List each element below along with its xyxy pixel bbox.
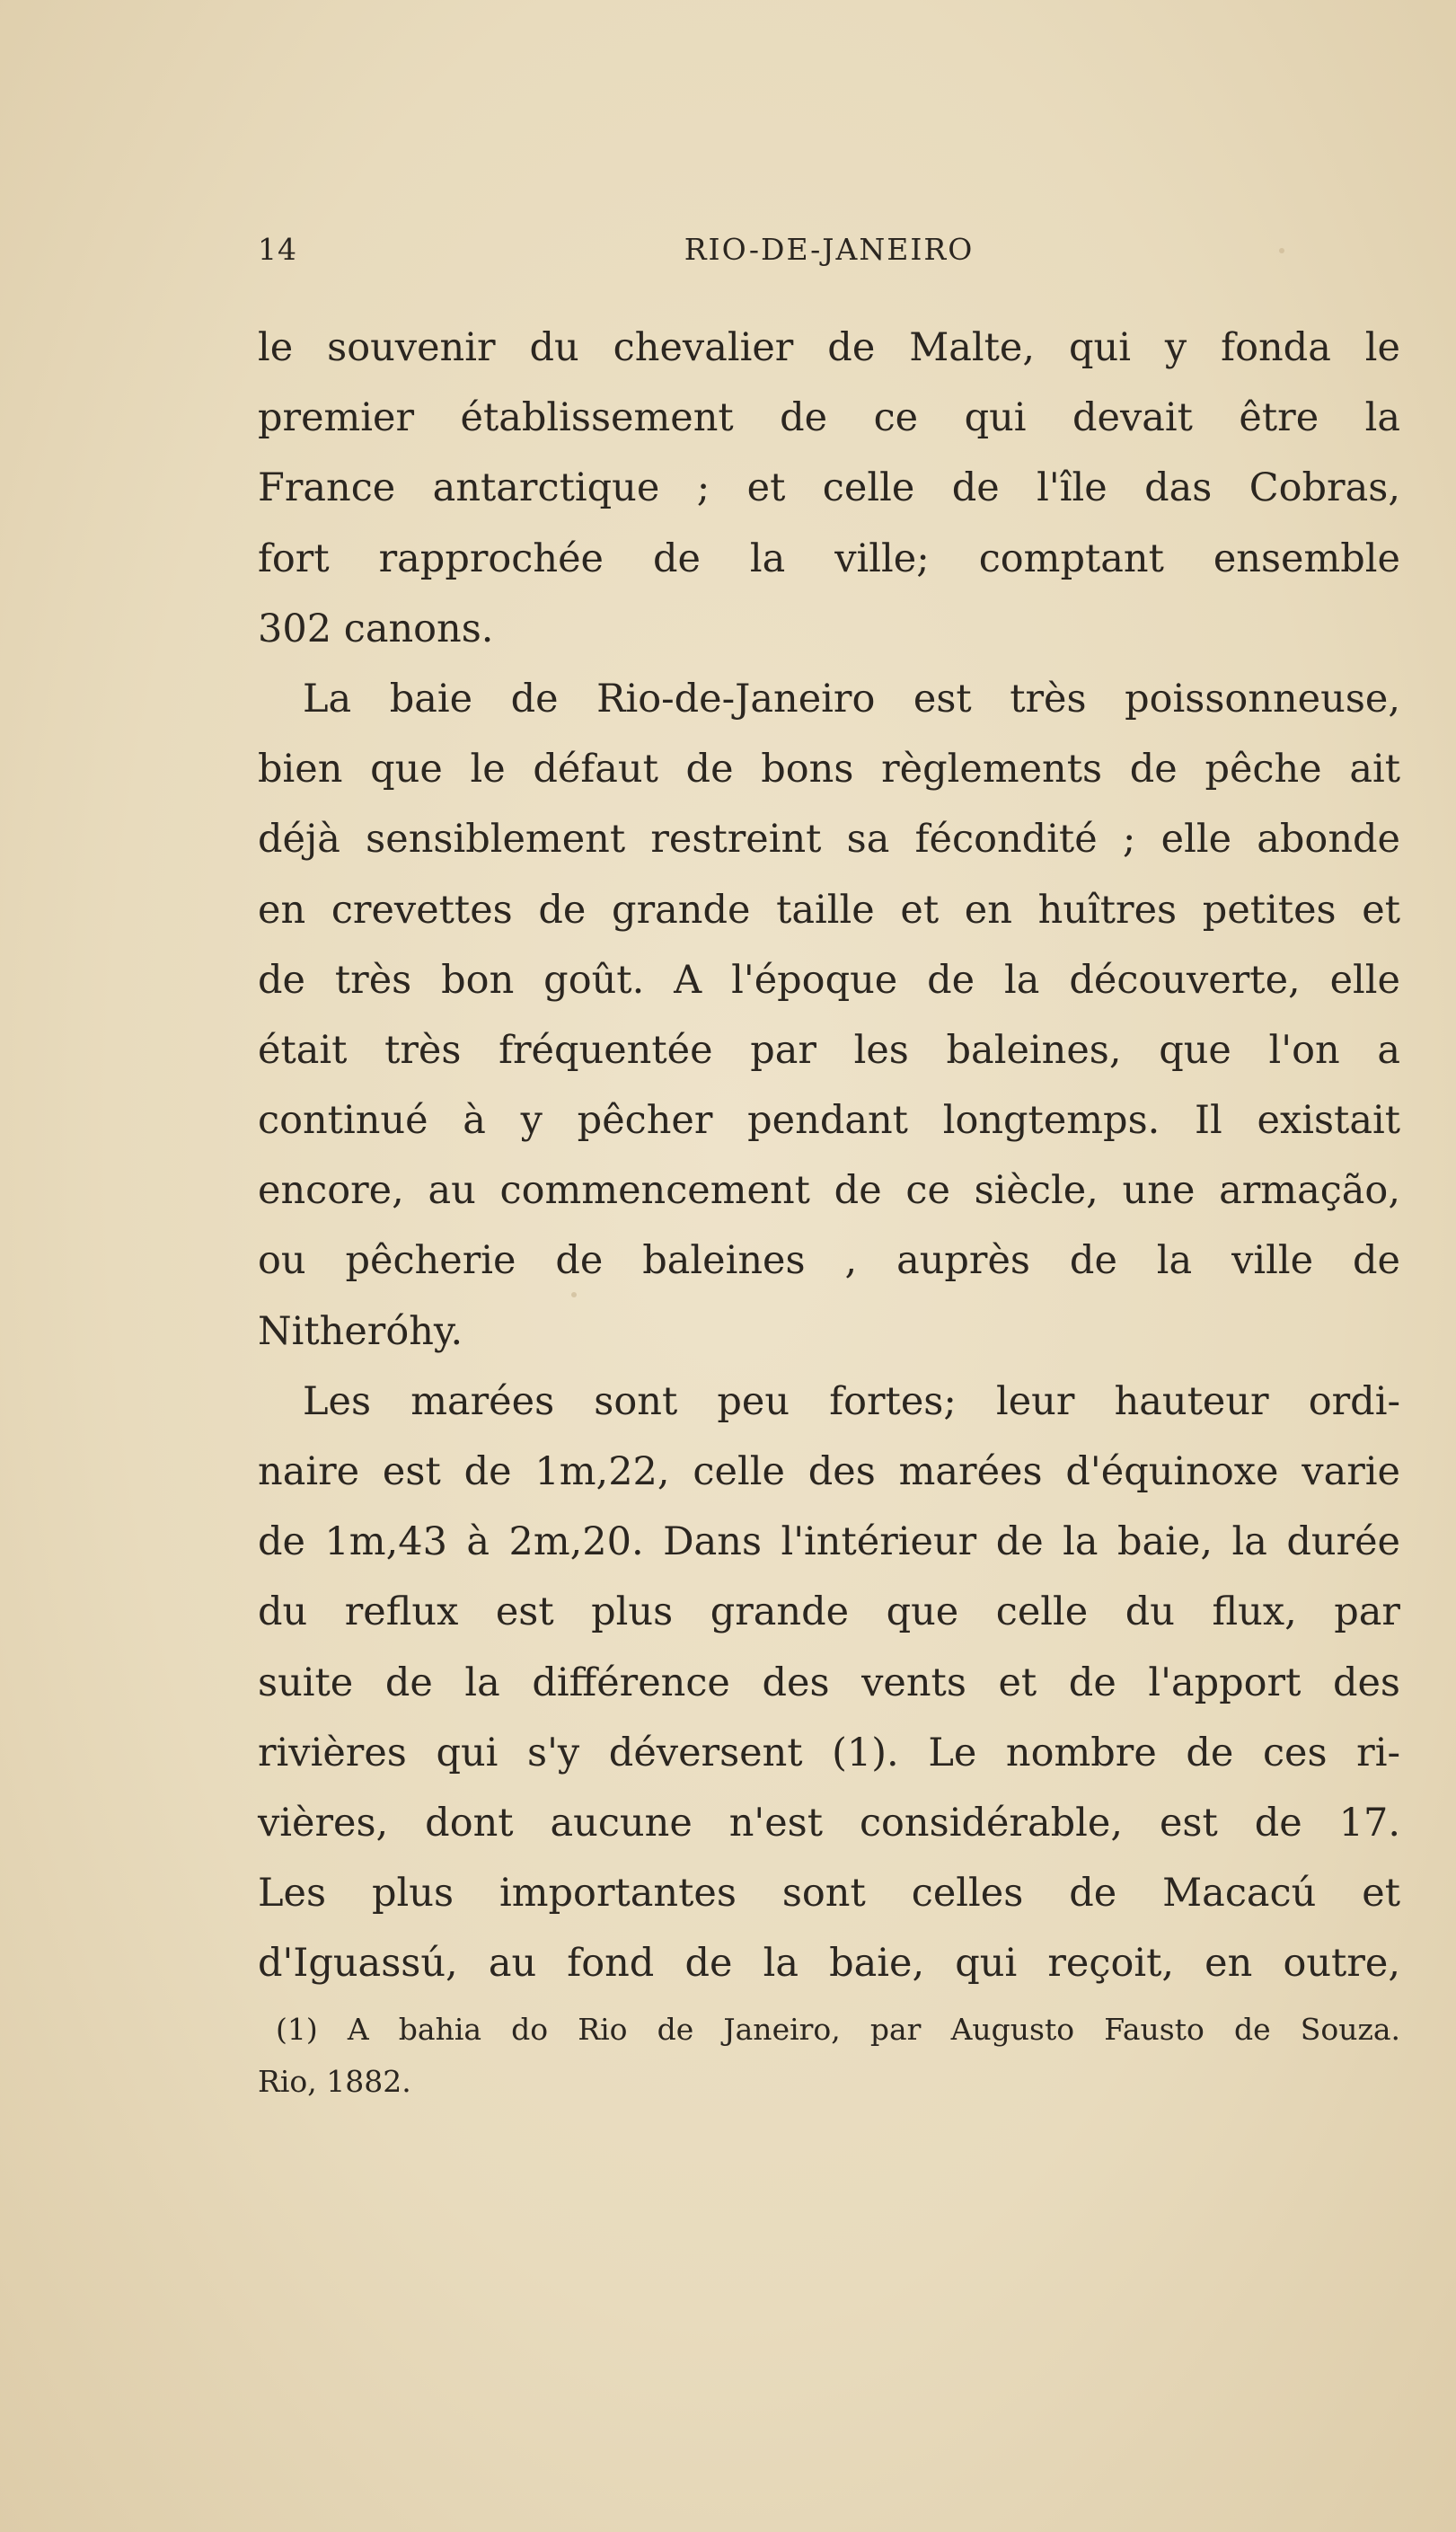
body-text <box>258 313 1400 1999</box>
footnotes <box>258 2004 1400 2108</box>
text-line: rivières qui s'y déversent (1). Le nombre de ces ri- <box>258 1730 1400 1775</box>
text-line: Les plus importantes sont celles de Macacú et <box>258 1871 1400 1917</box>
running-title: RIO-DE-JANEIRO <box>684 232 975 267</box>
text-line: France antarctique ; et celle de l'île das Cobras, <box>258 465 1400 511</box>
text-line: La baie de Rio-de-Janeiro est très poissonneuse, <box>303 676 1400 722</box>
text-line: premier établissement de ce qui devait être la <box>258 395 1400 441</box>
page-header <box>258 225 1400 279</box>
text-line: en crevettes de grande taille et en huîtres petites et <box>258 887 1400 933</box>
text-line: du reflux est plus grande que celle du flux, par <box>258 1589 1400 1635</box>
text-line: le souvenir du chevalier de Malte, qui y fonda le <box>258 325 1400 370</box>
text-line: encore, au commencement de ce siècle, une armação, <box>258 1168 1400 1214</box>
text-line: vières, dont aucune n'est considérable, est de 17. <box>258 1800 1400 1846</box>
text-line: fort rapprochée de la ville; comptant ensemble <box>258 536 1400 581</box>
text-line: Les marées sont peu fortes; leur hauteur ordi- <box>303 1378 1400 1424</box>
paper-blemish <box>571 1292 577 1297</box>
text-line: de très bon goût. A l'époque de la découverte, elle <box>258 957 1400 1003</box>
page-number: 14 <box>258 232 297 267</box>
text-line: était très fréquentée par les baleines, que l'on a <box>258 1027 1400 1073</box>
footnote-line: Rio, 1882. <box>258 2064 411 2099</box>
text-line: continué à y pêcher pendant longtemps. Il existait <box>258 1098 1400 1144</box>
text-line: d'Iguassú, au fond de la baie, qui reçoit, en outre, <box>258 1941 1400 1987</box>
text-line: bien que le défaut de bons règlements de pêche ait <box>258 747 1400 792</box>
text-line: Nitheróhy. <box>258 1308 463 1354</box>
text-line: ou pêcherie de baleines , auprès de la ville de <box>258 1238 1400 1284</box>
footnote-line: (1) A bahia do Rio de Janeiro, par Augusto Fausto de Souza. <box>276 2012 1400 2047</box>
text-line: suite de la différence des vents et de l'apport des <box>258 1660 1400 1705</box>
text-line: 302 canons. <box>258 606 494 651</box>
text-line: déjà sensiblement restreint sa fécondité ; elle abonde <box>258 817 1400 863</box>
text-line: de 1m,43 à 2m,20. Dans l'intérieur de la baie, la durée <box>258 1519 1400 1565</box>
text-line: naire est de 1m,22, celle des marées d'équinoxe varie <box>258 1449 1400 1494</box>
paper-blemish <box>1279 248 1284 253</box>
